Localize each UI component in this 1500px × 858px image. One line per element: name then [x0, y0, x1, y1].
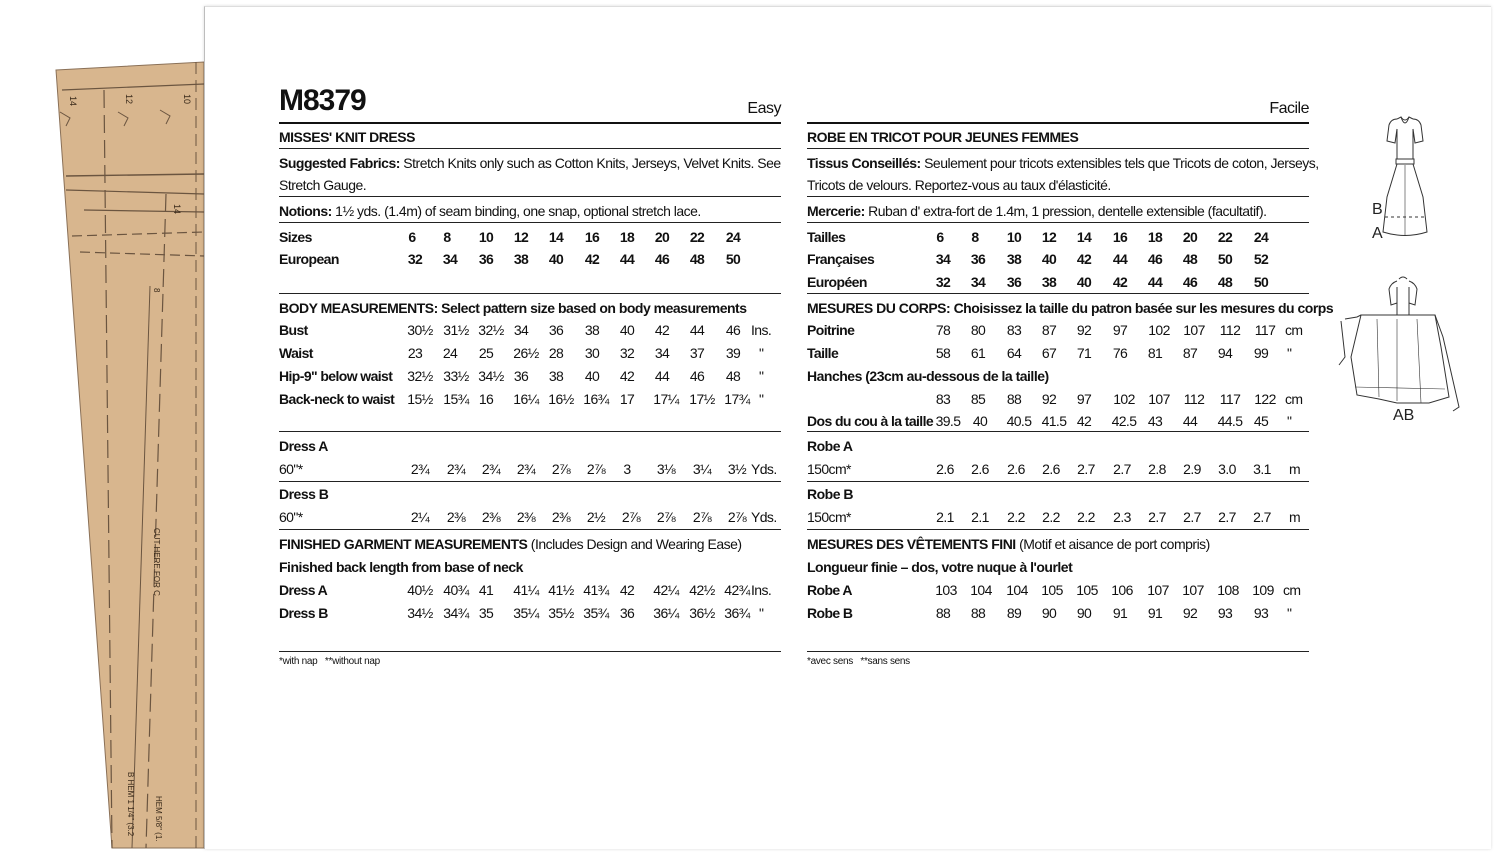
divider	[279, 651, 781, 652]
dress-b-label: Dress B	[279, 486, 329, 502]
robe-b-yardage-row: 150cm* 2.1 2.1 2.2 2.2 2.2 2.3 2.7 2.7 2.7 2.7 m	[807, 509, 1301, 525]
body-measurements-title: MESURES DU CORPS: Choisissez la taille du patron basée sur les mesures du corps	[807, 300, 1334, 316]
view-a-label: A	[1372, 225, 1383, 242]
pattern-number: M8379	[279, 84, 366, 117]
poitrine-row: Poitrine 78 80 83 87 92 97 102 107 112 117 cm	[807, 322, 1303, 338]
finished-robe-b-row: Robe B 88 88 89 90 90 91 91 92 93 93 "	[807, 605, 1292, 621]
sizes-row: Sizes 6 8 10 12 14 16 18 20 22 24	[279, 229, 741, 245]
tissue-label: 8	[152, 288, 161, 293]
finished-dress-b-row: Dress B 34½ 34¾ 35 35¼ 35½ 35¾ 36 36¼ 36½ 36¾ "	[279, 605, 764, 621]
divider	[807, 481, 1309, 482]
difficulty-label: Facile	[1269, 100, 1309, 117]
view-b-label: B	[1372, 201, 1383, 218]
tissue-hem-note: HEM 5/8" (1.	[154, 796, 163, 842]
divider	[807, 196, 1309, 197]
hanches-label: Hanches (23cm au-dessous de la taille)	[807, 368, 1049, 384]
tissue-label: 12	[124, 94, 134, 105]
french-sizes-row: Françaises 34 36 38 40 42 44 46 48 50 52	[807, 251, 1269, 267]
finished-robe-a-row: Robe A 103 104 104 105 105 106 107 107 108 109 cm	[807, 582, 1301, 598]
divider	[279, 481, 781, 482]
notions-text: Notions: 1½ yds. (1.4m) of seam binding, one snap, optional stretch lace.	[279, 203, 701, 219]
divider	[279, 222, 781, 223]
fabrics-text: Tissus Conseillés: Seulement pour tricots extensibles tels que Tricots de coton, Jerseys,	[807, 155, 1319, 171]
divider	[279, 431, 781, 432]
dress-b-yardage-row: 60"* 2¼ 2⅜ 2⅜ 2⅜ 2⅜ 2½ 2⅞ 2⅞ 2⅞ 2⅞ Yds.	[279, 509, 777, 525]
divider	[807, 122, 1309, 124]
waist-row: Waist 23 24 25 26½ 28 30 32 34 37 39 "	[279, 345, 764, 361]
european-sizes-row: European 32 34 36 38 40 42 44 46 48 50	[279, 251, 741, 267]
notions-text: Mercerie: Ruban d' extra-fort de 1.4m, 1 pression, dentelle extensible (facultatif).	[807, 203, 1267, 219]
garment-title: MISSES' KNIT DRESS	[279, 129, 415, 145]
finished-measurements-title: MESURES DES VÊTEMENTS FINI (Motif et aisance de port compris)	[807, 536, 1210, 552]
fabrics-text: Suggested Fabrics: Stretch Knits only such as Cotton Knits, Jerseys, Velvet Knits. See	[279, 155, 781, 171]
fabrics-text-line2: Stretch Gauge.	[279, 177, 367, 193]
divider	[279, 122, 781, 124]
robe-a-label: Robe A	[807, 438, 853, 454]
fabrics-text-line2: Tricots de velours. Reportez-vous au taux d'élasticité.	[807, 177, 1111, 193]
body-measurements-title: BODY MEASUREMENTS: Select pattern size based on body measurements	[279, 300, 747, 316]
pattern-envelope-back	[204, 6, 1491, 849]
finished-measurements-title: FINISHED GARMENT MEASUREMENTS (Includes Design and Wearing Ease)	[279, 536, 742, 552]
dress-back-drawing	[1339, 277, 1459, 411]
european-sizes-row: Européen 32 34 36 38 40 42 44 46 48 50	[807, 274, 1269, 290]
divider	[279, 529, 781, 530]
divider	[807, 148, 1309, 149]
finished-length-subtitle: Finished back length from base of neck	[279, 559, 523, 575]
footnote: *avec sens **sans sens	[807, 656, 910, 667]
tissue-label: 14	[68, 96, 78, 107]
tissue-label: 10	[182, 94, 192, 105]
view-ab-label: AB	[1393, 407, 1415, 424]
difficulty-label: Easy	[747, 100, 781, 117]
finished-length-subtitle: Longueur finie – dos, votre nuque à l'ourlet	[807, 559, 1073, 575]
robe-b-label: Robe B	[807, 486, 853, 502]
divider	[807, 293, 1309, 294]
dos-row: Dos du cou à la taille 39.5 40 40.5 41.5 42 42.5 43 44 44.5 45 "	[807, 413, 1292, 429]
divider	[279, 148, 781, 149]
divider	[807, 222, 1309, 223]
back-neck-row: Back-neck to waist 15½ 15¾ 16 16¼ 16½ 16¾ 17 17¼ 17½ 17¾ "	[279, 391, 764, 407]
garment-title: ROBE EN TRICOT POUR JEUNES FEMMES	[807, 129, 1079, 145]
tissue-label: 14	[172, 204, 182, 215]
sizes-row: Tailles 6 8 10 12 14 16 18 20 22 24	[807, 229, 1269, 245]
divider	[807, 651, 1309, 652]
taille-row: Taille 58 61 64 67 71 76 81 87 94 99 "	[807, 345, 1292, 361]
divider	[807, 529, 1309, 530]
footnote: *with nap **without nap	[279, 656, 380, 667]
tissue-hem-note: B HEM 1 1/4" (3.2	[126, 772, 135, 837]
bust-row: Bust 30½ 31½ 32½ 34 36 38 40 42 44 46 Ins.	[279, 322, 772, 338]
dress-front-drawing	[1383, 117, 1427, 236]
dress-a-yardage-row: 60"* 2¾ 2¾ 2¾ 2¾ 2⅞ 2⅞ 3 3⅛ 3¼ 3½ Yds.	[279, 461, 777, 477]
finished-dress-a-row: Dress A 40½ 40¾ 41 41¼ 41½ 41¾ 42 42¼ 42½ 42¾ Ins.	[279, 582, 772, 598]
hip-row: Hip-9" below waist 32½ 33½ 34½ 36 38 40 42 44 46 48 "	[279, 368, 764, 384]
technical-drawings	[1317, 107, 1467, 437]
robe-a-yardage-row: 150cm* 2.6 2.6 2.6 2.6 2.7 2.7 2.8 2.9 3.0 3.1 m	[807, 461, 1301, 477]
dress-a-label: Dress A	[279, 438, 328, 454]
divider	[279, 196, 781, 197]
hanches-row: 83 85 88 92 97 102 107 112 117 122 cm	[935, 391, 1303, 407]
divider	[807, 431, 1309, 432]
tissue-cut-note: CUT HERE FOR C	[152, 528, 161, 596]
divider	[279, 293, 781, 294]
